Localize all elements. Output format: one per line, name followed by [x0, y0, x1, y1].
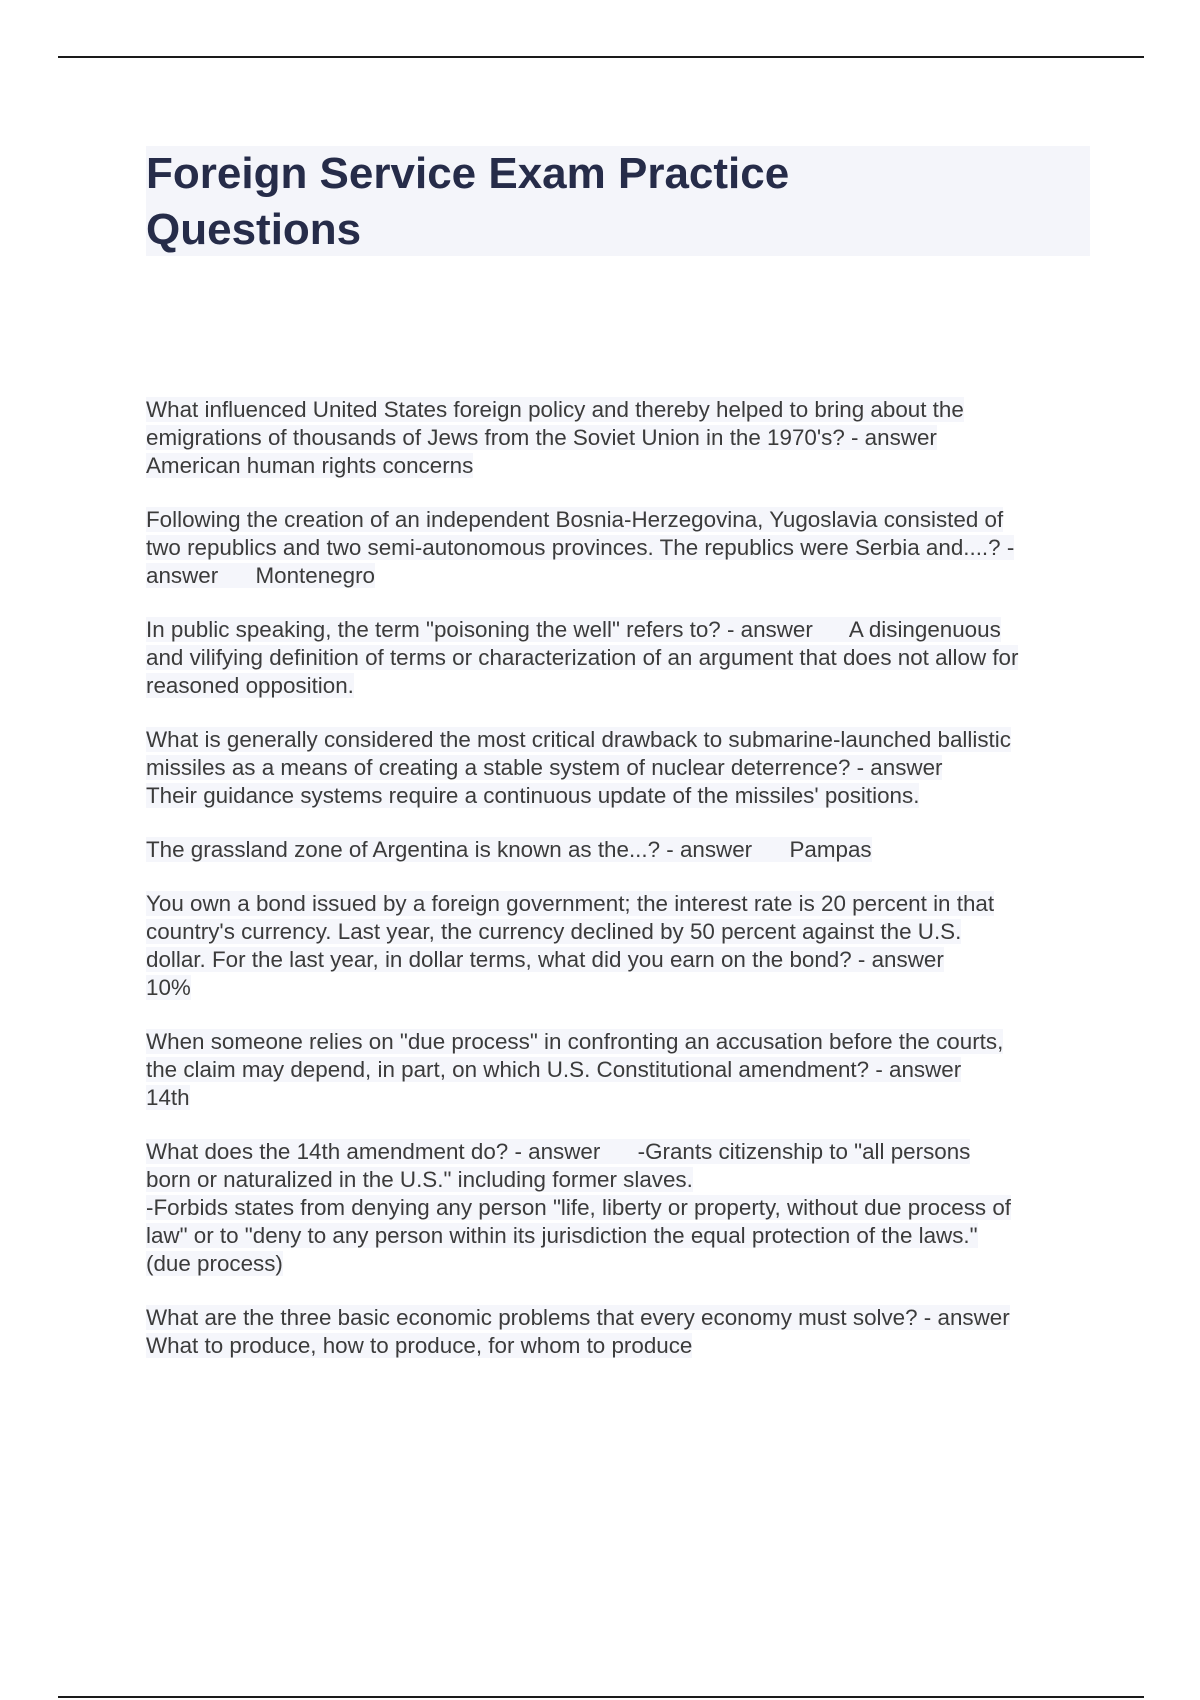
qa-text-line: the claim may depend, in part, on which U.S. Constitutional amendment? - answer [146, 1057, 962, 1082]
top-rule [58, 56, 1144, 58]
qa-text-line: What influenced United States foreign policy and thereby helped to bring about the [146, 397, 964, 422]
qa-item [146, 396, 1096, 480]
qa-text-line: You own a bond issued by a foreign government; the interest rate is 20 percent in that [146, 891, 995, 916]
qa-text-line: two republics and two semi-autonomous provinces. The republics were Serbia and....? - [146, 535, 1015, 560]
qa-item [146, 890, 1096, 1002]
qa-text-line: missiles as a means of creating a stable system of nuclear deterrence? - answer [146, 755, 943, 780]
qa-item [146, 1138, 1096, 1278]
qa-item [146, 836, 1096, 864]
qa-item [146, 506, 1096, 590]
qa-text-line: Following the creation of an independent Bosnia-Herzegovina, Yugoslavia consisted of [146, 507, 1004, 532]
qa-item [146, 1028, 1096, 1112]
qa-text-line: (due process) [146, 1251, 283, 1276]
qa-item [146, 1304, 1096, 1360]
qa-text-line: Their guidance systems require a continuous update of the missiles' positions. [146, 783, 920, 808]
qa-item [146, 616, 1096, 700]
qa-text-line: dollar. For the last year, in dollar terms, what did you earn on the bond? - answer [146, 947, 944, 972]
qa-text-line: 14th [146, 1085, 190, 1110]
qa-text-line: The grassland zone of Argentina is known as the...? - answer Pampas [146, 837, 872, 862]
qa-text-line: -Forbids states from denying any person "life, liberty or property, without due process of [146, 1195, 1012, 1220]
bottom-rule [58, 1696, 1144, 1698]
qa-text-line: American human rights concerns [146, 453, 474, 478]
qa-text-line: What are the three basic economic problems that every economy must solve? - answer [146, 1305, 1010, 1330]
title-line: Questions [146, 205, 362, 254]
qa-text-line: What is generally considered the most critical drawback to submarine-launched ballistic [146, 727, 1011, 752]
qa-text-line: 10% [146, 975, 191, 1000]
qa-text-line: In public speaking, the term "poisoning the well" refers to? - answer A disingenuous [146, 617, 1001, 642]
qa-text-line: What to produce, how to produce, for whom to produce [146, 1333, 693, 1358]
qa-text-line: What does the 14th amendment do? - answer -Grants citizenship to "all persons [146, 1139, 971, 1164]
qa-text-line: born or naturalized in the U.S." including former slaves. [146, 1167, 693, 1192]
qa-text-line: reasoned opposition. [146, 673, 354, 698]
title-banner [146, 146, 1090, 256]
qa-text-line: answer Montenegro [146, 563, 376, 588]
qa-list [146, 396, 1096, 1386]
qa-item [146, 726, 1096, 810]
page-title [146, 146, 1090, 258]
qa-text-line: and vilifying definition of terms or characterization of an argument that does not allow for [146, 645, 1019, 670]
qa-text-line: country's currency. Last year, the currency declined by 50 percent against the U.S. [146, 919, 962, 944]
title-line: Foreign Service Exam Practice [146, 149, 790, 198]
qa-text-line: law" or to "deny to any person within its jurisdiction the equal protection of the laws." [146, 1223, 978, 1248]
qa-text-line: emigrations of thousands of Jews from the Soviet Union in the 1970's? - answer [146, 425, 937, 450]
qa-text-line: When someone relies on "due process" in confronting an accusation before the courts, [146, 1029, 1004, 1054]
